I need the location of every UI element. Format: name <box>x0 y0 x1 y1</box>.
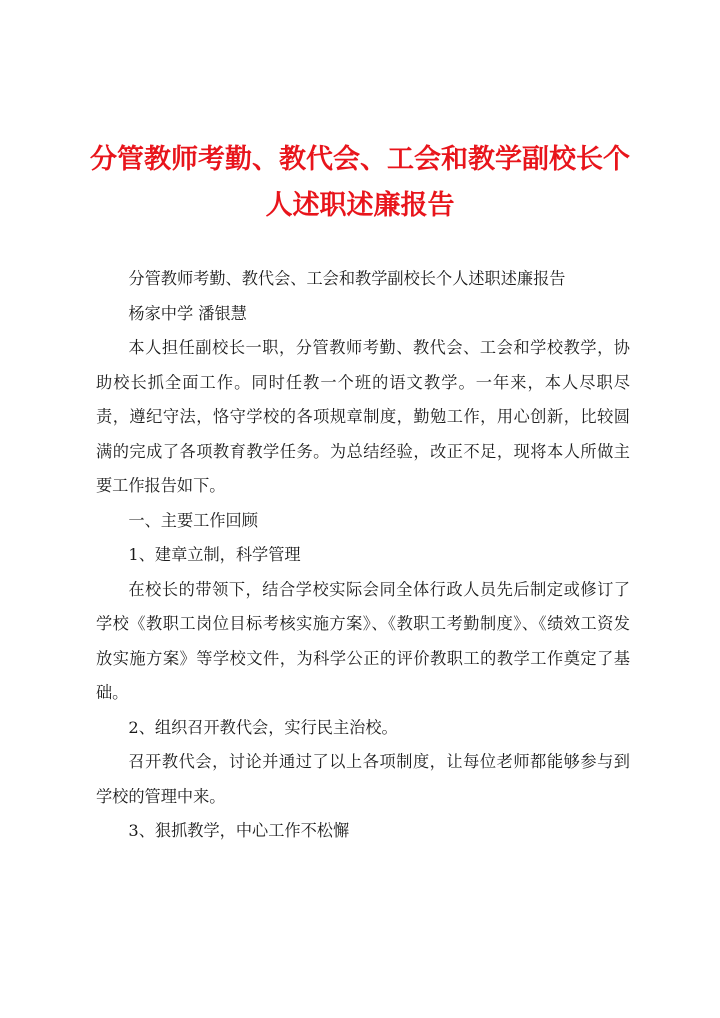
paragraph-intro: 本人担任副校长一职，分管教师考勤、教代会、工会和学校教学，协助校长抓全面工作。同时任教一个班的语文教学。一年来，本人尽职尽责，遵纪守法，恪守学校的各项规章制度，勤勉工作，用心创新，比较圆满的完成了各项教育教学任务。为总结经验，改正不足，现将本人所做主要工作报告如下。 <box>96 338 630 495</box>
paragraph-subtitle: 分管教师考勤、教代会、工会和教学副校长个人述职述廉报告 <box>128 269 566 288</box>
document-title <box>90 137 630 229</box>
document-body <box>96 262 630 849</box>
subheading-3: 3、狠抓教学，中心工作不松懈 <box>128 821 350 840</box>
title-line-2: 人述职述廉报告 <box>265 190 455 221</box>
paragraph-regulations: 在校长的带领下，结合学校实际会同全体行政人员先后制定或修订了学校《教职工岗位目标考核实施方案》、《教职工考勤制度》、《绩效工资发放实施方案》等学校文件，为科学公正的评价教职工的教学工作奠定了基础。 <box>96 579 630 702</box>
title-line-1: 分管教师考勤、教代会、工会和教学副校长个 <box>90 144 630 175</box>
section-heading-1: 一、主要工作回顾 <box>128 510 258 530</box>
subheading-1: 1、建章立制，科学管理 <box>128 545 301 564</box>
subheading-2: 2、组织召开教代会，实行民主治校。 <box>128 717 398 737</box>
paragraph-author: 杨家中学 潘银慧 <box>128 303 247 323</box>
paragraph-congress: 召开教代会，讨论并通过了以上各项制度，让每位老师都能够参与到学校的管理中来。 <box>96 752 630 806</box>
